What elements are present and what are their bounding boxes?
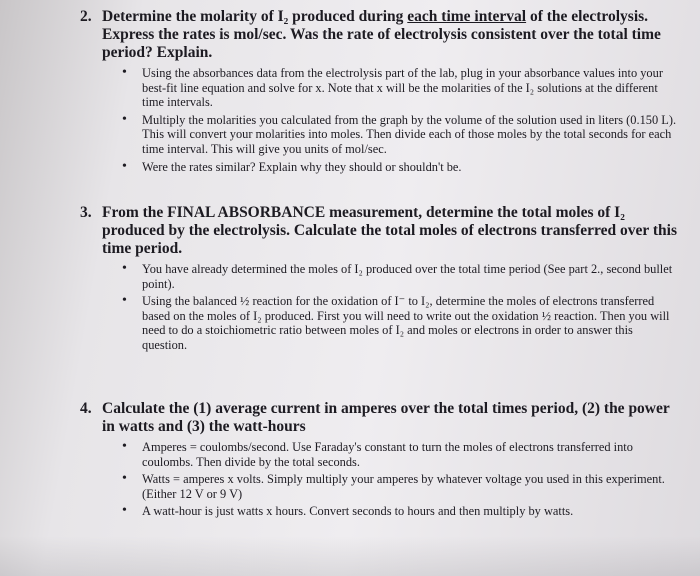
bullet-icon: • [122, 503, 127, 519]
question-3-heading: 3. From the FINAL ABSORBANCE measurement, determine the total moles of I₂ produced by the electrolysis. Calculate the total moles of electrons transferred over this time period. [80, 204, 677, 257]
bullet-icon: • [122, 471, 127, 487]
bullet-item: • Were the rates similar? Explain why they should or shouldn't be. [122, 158, 462, 174]
bullet-item: • Using the balanced ½ reaction for the oxidation of I⁻ to I₂, determine the moles of electrons transferred based on the moles of I₂ produced. First you will need to write out the oxidation ½ reaction. Then you will need to do a stoichiometric ratio between moles of I₂ and moles or electrons in order to answer this question. [122, 293, 670, 352]
underlined-phrase: each time interval [407, 8, 527, 25]
question-2-heading [80, 8, 680, 62]
bullet-icon: • [122, 111, 127, 127]
question-2 [80, 8, 680, 177]
question-4-bullets [80, 440, 680, 519]
question-number: 2. [80, 8, 92, 25]
question-2-heading-end: of the electrolysis. Express the rates is mol/sec. Was the rate of electrolysis consistent over the total time period? Explain. [102, 8, 661, 61]
bullet-item: • A watt-hour is just watts x hours. Convert seconds to hours and then multiply by watts. [122, 503, 574, 519]
question-4 [80, 400, 680, 522]
bullet-icon: • [122, 158, 127, 174]
bullet-icon: • [122, 261, 127, 276]
bullet-icon: • [122, 293, 127, 309]
question-2-heading-start: Determine the molarity of I₂ produced during [102, 8, 408, 25]
question-number: 4. [80, 400, 92, 417]
bullet-item: • Multiply the molarities you calculated from the graph by the volume of the solution used in liters (0.150 L). This will convert your molarities into moles. Then divide each of those moles by the total seconds for each time interval. This will give you units of mol/sec. [122, 111, 677, 156]
bullet-item: • You have already determined the moles of I₂ produced over the total time period (See part 2., second bullet point). [122, 261, 673, 291]
bullet-item: • Amperes = coulombs/second. Use Faraday's constant to turn the moles of electrons transferred into coulombs. Then divide by the total seconds. [122, 439, 633, 469]
question-3 [80, 204, 680, 356]
bullet-item: • Watts = amperes x volts. Simply multiply your amperes by whatever voltage you used in this experiment. (Either 12 V or 9 V) [122, 471, 665, 501]
page-shadow [0, 536, 700, 576]
question-2-bullets [80, 66, 680, 174]
bullet-icon: • [122, 439, 127, 454]
question-3-bullets [80, 262, 680, 353]
question-4-heading: 4. Calculate the (1) average current in amperes over the total times period, (2) the power in watts and (3) the watt-hours [80, 400, 670, 435]
bullet-item: • Using the absorbances data from the electrolysis part of the lab, plug in your absorbance values into your best-fit line equation and solve for x. Note that x will be the molarities of the I₂ solutions at the different time intervals. [122, 65, 663, 110]
bullet-icon: • [122, 65, 127, 80]
question-number: 3. [80, 204, 92, 221]
